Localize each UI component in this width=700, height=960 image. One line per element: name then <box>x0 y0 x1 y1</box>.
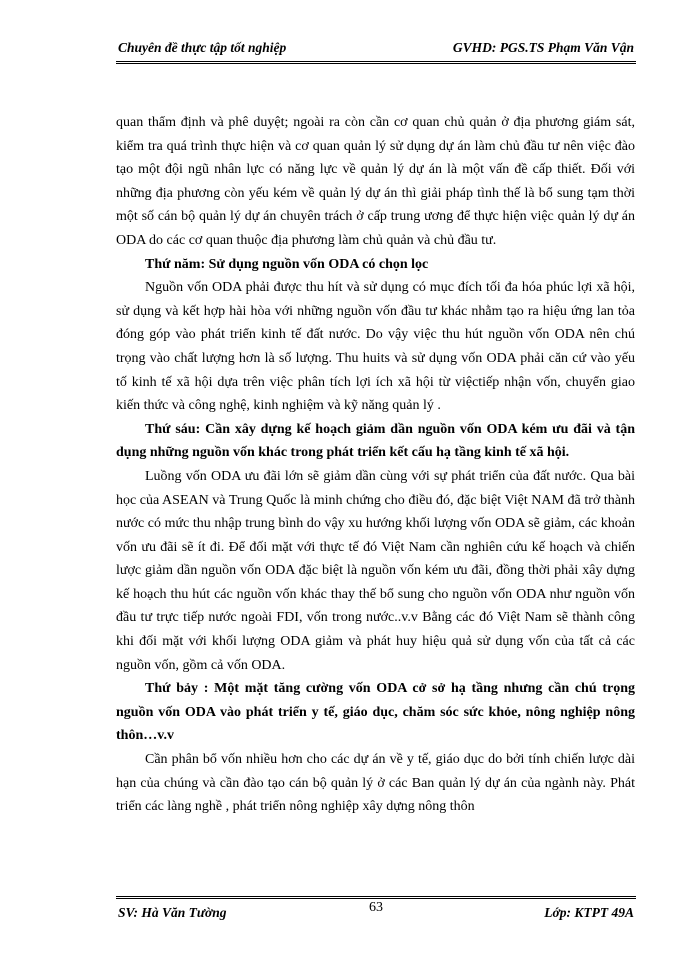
footer-class: Lớp: KTPT 49A <box>544 905 634 920</box>
footer-rule <box>116 896 636 899</box>
document-body <box>116 111 635 819</box>
paragraph-1: quan thẩm định và phê duyệt; ngoài ra còn cần cơ quan chủ quản ở địa phương giám sát, kiểm tra quá trình thực hiện và cơ quan quản lý sử dụng dự án làm chủ đầu tư nên việc đào tạo một đội ngũ nhân lực có năng lực về quản lý dự án là một vấn đề cấp thiết. Đối với những địa phương còn yếu kém về quản lý dự án thì giải pháp tình thế là bổ sung tạm thời một số cán bộ quản lý dự án chuyên trách ở cấp trung ương để thực hiện việc quản lý dự án ODA do các cơ quan thuộc địa phương làm chủ quản và chủ đầu tư. <box>116 115 635 248</box>
paragraph-3: Luồng vốn ODA ưu đãi lớn sẽ giảm dần cùng với sự phát triển của đất nước. Qua bài học của ASEAN và Trung Quốc là minh chứng cho điều đó, đặc biệt Việt NAM đã trở thành nước có mức thu nhập trung bình do vậy xu hướng khối lượng vốn ODA sẽ giảm, các khoản vốn ưu đãi sẽ ít đi. Để đối mặt với thực tế đó Việt Nam cần nghiên cứu kế hoạch và chiến lược giảm dần nguồn vốn ODA đặc biệt là nguồn vốn kém ưu đãi, đồng thời phải xây dựng kế hoạch thu hút các nguồn vốn khác thay thế bổ sung cho nguồn vốn ODA như nguồn vốn đầu tư trực tiếp nước ngoài FDI, vốn trong nước..v.v Bằng các đó Việt Nam sẽ thành công khi đối mặt với khối lượng ODA giảm và phát huy hiệu quả sử dụng vốn của tất cả các nguồn vốn, gồm cả vốn ODA. <box>116 468 635 673</box>
paragraph-2: Nguồn vốn ODA phải được thu hít và sử dụng có mục đích tối đa hóa phúc lợi xã hội, sử dụng và kết hợp hài hòa với những nguồn vốn đầu tư khác nhằm tạo ra hiệu ứng lan tỏa đóng góp vào phát triển kinh tế đất nước. Do vậy việc thu hút nguồn vốn ODA nên chú trọng vào chất lượng hơn là số lượng. Thu huits và sử dụng vốn ODA phải căn cứ vào yếu tố kinh tế xã hội dựa trên việc phân tích lợi ích xã hội từ việctiếp nhận vốn, chuyển giao kiến thức và công nghệ, kinh nghiệm và kỹ năng quản lý . <box>116 280 635 414</box>
header-advisor: GVHD: PGS.TS Phạm Văn Vận <box>452 40 634 55</box>
heading-thu-bay: Thứ bảy : Một mặt tăng cường vốn ODA cở sở hạ tầng nhưng cần chú trọng nguồn vốn ODA vào phát triển y tế, giáo dục, chăm sóc sức khỏe, nông nghiệp nông thôn…v.v <box>116 681 635 744</box>
heading-thu-nam: Thứ năm: Sử dụng nguồn vốn ODA có chọn lọc <box>145 256 429 272</box>
heading-thu-sau: Thứ sáu: Cần xây dựng kế hoạch giảm dần nguồn vốn ODA kém ưu đãi và tận dụng những nguồn vốn khác trong phát triển kết cấu hạ tầng kinh tế xã hội. <box>116 421 635 461</box>
header-title: Chuyên đề thực tập tốt nghiệp <box>118 40 287 55</box>
header-rule <box>116 61 636 64</box>
paragraph-4: Cần phân bổ vốn nhiều hơn cho các dự án về y tế, giáo dục do bởi tính chiến lược dài hạn của chúng và cần đào tạo cán bộ quản lý ở các Ban quản lý dự án của ngành này. Phát triển các làng nghề , phát triển nông nghiệp xây dựng nông thôn <box>116 752 635 815</box>
page-number: 63 <box>369 900 383 915</box>
footer-student: SV: Hà Văn Tường <box>118 905 227 920</box>
